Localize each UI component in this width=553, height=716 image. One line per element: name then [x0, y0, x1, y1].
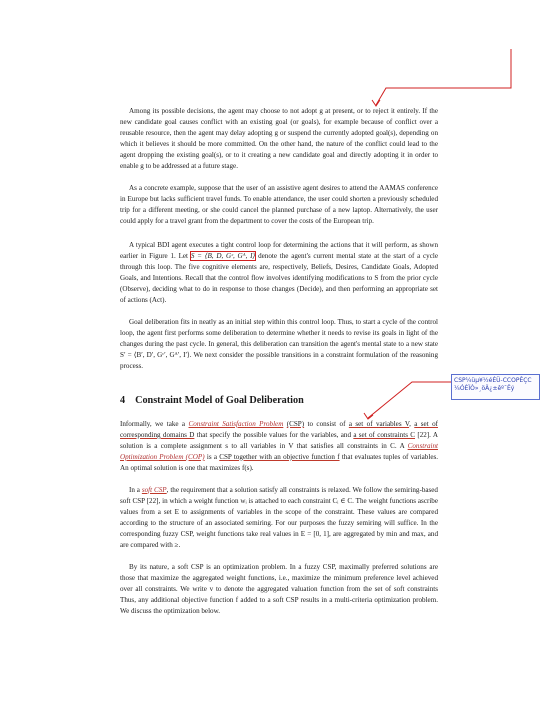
top-comment-connector[interactable] [376, 49, 511, 105]
paragraph-goal-decisions: Among its possible decisions, the agent may choose to not adopt g at present, or to reject it entirely. If the new candidate goal causes conflict with an existing goal (or goals), for example because of conflict over a reusable resource, then the agent may delay adopting g or suspend the currently adopted goal(s), depending on which it believes it should be more committed. On the other hand, the nature of the conflict could lead to the agent dropping the existing goal(s), or to it creating a new candidate goal and directly adopting it in order to enable g to be addressed at a future stage. [120, 107, 438, 170]
variables-highlight[interactable]: a set of variables V [348, 420, 410, 428]
mental-state-highlight[interactable]: S = ⟨B, D, Gᶜ, Gᴬ, I⟩ [190, 251, 256, 260]
annotation-note[interactable] [451, 374, 540, 400]
paragraph-optimization: By its nature, a soft CSP is an optimization problem. In a fuzzy CSP, maximally preferred solutions are those that maximize the aggregated weight functions, i.e., maximize the minimum preference level achieved over all constraints. We write v to denote the aggregated valuation function from the set of soft constraints Thus, any additional objective function f added to a soft CSP results in a multi-criteria optimization problem. We discuss the optimization below. [120, 563, 438, 615]
bdi-text-end: denote the agent's current mental state at the start of a cycle through this loop. The five cognitive elements are, respectively, Beliefs, Desires, Candidate Goals, Adopted Goals, and Intentions. Recall that the control flow involves identifying modifications to S from the prior cycle (Observe), deciding what to do in response to those changes (Decide), and then performing an appropriate set of actions (Act). [120, 251, 438, 304]
csp-abbrev-highlight[interactable]: (CSP) [286, 420, 305, 428]
constraints-highlight[interactable]: a set of constraints C [353, 430, 416, 439]
cop-term-highlight[interactable]: Constraint Optimization Problem (COP) [120, 441, 439, 461]
annotation-note-line-2: ¼ÓÈÏÒ»¸öÄ¿±êº¯Êý [454, 385, 515, 392]
csp-text-5: [22]. A solution is a complete assignment s to all variables in V that satisfies all constraints in C. A [120, 430, 438, 450]
csp-text-3: , [409, 420, 411, 428]
paragraph-soft-csp [120, 485, 438, 550]
csp-text-6: is a [206, 452, 217, 461]
annotation-note-line-1: CSP¼üµ¥½éÉÜ-CCOPÊÇC [454, 377, 532, 384]
section-number: 4 [120, 395, 126, 406]
paragraph-bdi-loop [120, 240, 438, 305]
domains-highlight[interactable]: a set of corresponding domains D [120, 420, 438, 439]
soft-csp-highlight[interactable]: soft CSP [141, 486, 167, 494]
csp-text-2: to consist of [307, 420, 346, 428]
csp-text-4: that specify the possible values for the variables, and [196, 430, 351, 439]
soft-text-1: In a [129, 486, 140, 494]
paragraph-concrete-example: As a concrete example, suppose that the user of an assistive agent desires to attend the AAMAS conference in Europe but lacks sufficient travel funds. To enable attendance, the user could shorten a previously scheduled trip for a different meeting, or she could cancel the planned purchase of a new laptop. Alternatively, the user could apply for a travel grant from the department to cover the costs of the European trip. [120, 184, 438, 225]
section-heading [120, 395, 438, 406]
section-title: Constraint Model of Goal Deliberation [135, 395, 304, 406]
paragraph-goal-deliberation: Goal deliberation fits in neatly as an initial step within this control loop. Thus, to start a cycle of the control loop, the agent first performs some deliberation to determine whether it needs to revise its goals in light of the changes during the past cycle. In general, this deliberation can transition the agent's mental state to a new state S′ = ⟨B′, D′, Gᶜ′, Gᴬ′, I′⟩. We next consider the possible transitions in a constraint formulation of the reasoning process. [120, 318, 438, 370]
csp-term-highlight[interactable]: Constraint Satisfaction Problem [188, 420, 284, 428]
objective-function-highlight[interactable]: CSP together with an objective function f [219, 452, 340, 461]
csp-text-1: Informally, we take a [120, 420, 186, 428]
csp-text-7: that evaluates tuples of variables. An optimal solution is one that maximizes f(s). [120, 452, 439, 472]
soft-text-2: , the requirement that a solution satisfy all constraints is relaxed. We follow the semiring-based soft CSP [22], in which a weight function wᵢ is attached to each constraint Cᵢ ∈ C. The weight functions ascribe values from a set E to assignments of variables in the scope of the constraint. These values are compared according to the structure of an associated semiring. For our purposes the fuzzy semiring will suffice. In the corresponding fuzzy CSP, weight functions take real values in E = [0, 1], are aggregated by min and max, and are compared with ≥. [120, 486, 438, 549]
bdi-text-start: A typical BDI agent executes a tight control loop for determining the actions that it will perform, as shown earlier in Figure 1. Let [120, 241, 438, 260]
paragraph-csp-definition [120, 419, 438, 474]
